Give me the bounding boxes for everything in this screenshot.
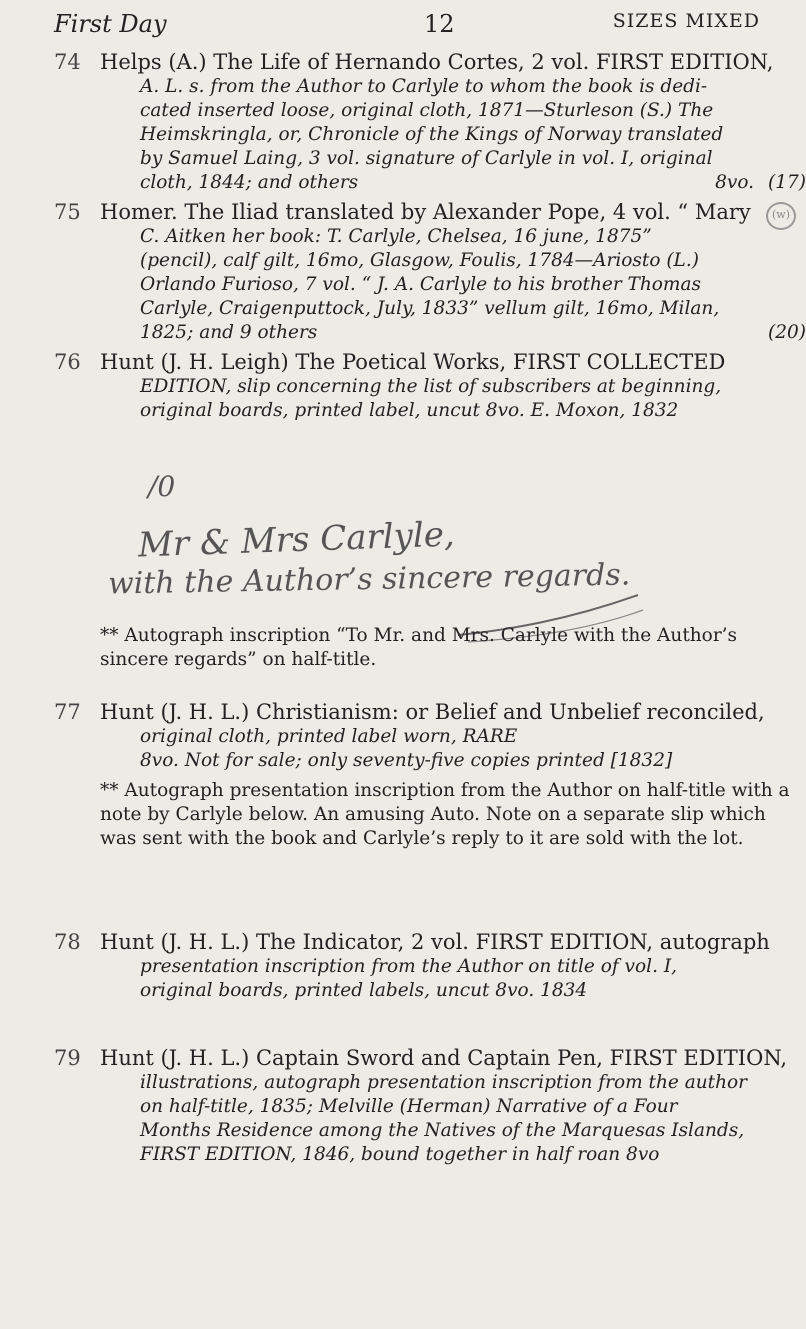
- lot-line: on half-title, 1835; Melville (Herman) Narrative of a Four: [140, 1096, 678, 1117]
- lot-line: cated inserted loose, original cloth, 1871—Sturleson (S.) The: [140, 100, 714, 121]
- lot-heading: Hunt (J. H. L.) Christianism: or Belief and Unbelief reconciled,: [100, 700, 765, 724]
- header-section: SIZES MIXED: [612, 10, 760, 32]
- header-title: First Day: [54, 10, 167, 38]
- library-stamp: (w): [766, 202, 796, 230]
- lot-number: 75: [54, 200, 81, 224]
- lot-line: 8vo. Not for sale; only seventy-five copies printed [1832]: [140, 750, 673, 771]
- lot-line: original boards, printed label, uncut 8vo. E. Moxon, 1832: [140, 400, 679, 421]
- page-header: [54, 10, 760, 50]
- lot-line: original cloth, printed label worn, RARE: [140, 726, 518, 747]
- margin-mark: /0: [148, 470, 176, 503]
- inscription-line: with the Author’s sincere regards.: [107, 557, 631, 602]
- lot-line: Carlyle, Craigenputtock, July, 1833” vellum gilt, 16mo, Milan,: [140, 298, 720, 319]
- lot-line: Heimskringla, or, Chronicle of the Kings of Norway translated: [140, 124, 724, 145]
- lot-line: EDITION, slip concerning the list of subscribers at beginning,: [140, 376, 722, 397]
- lot-line: [100, 171, 806, 195]
- lot-line-text: 1825; and 9 others: [140, 322, 318, 343]
- lot-number: 76: [54, 350, 81, 374]
- lot-number: 74: [54, 50, 81, 74]
- lot-heading: Hunt (J. H. Leigh) The Poetical Works, FIRST COLLECTED: [100, 350, 726, 374]
- lot-heading: Hunt (J. H. L.) Captain Sword and Captain Pen, FIRST EDITION,: [100, 1046, 788, 1070]
- lot-line: Months Residence among the Natives of the Marquesas Islands,: [140, 1120, 745, 1141]
- page-number: 12: [424, 10, 455, 38]
- lot-line: Orlando Furioso, 7 vol. “ J. A. Carlyle to his brother Thomas: [140, 274, 701, 295]
- lot-count: (20): [768, 322, 806, 343]
- lot-count: (17): [768, 172, 806, 193]
- lot-note: ** Autograph presentation inscription from the Author on half-title with a note by Carlyle below. An amusing Auto. Note on a separate slip which was sent with the book and Carlyle’s reply to it are sold with the lot.: [100, 780, 790, 849]
- lot-line: original boards, printed labels, uncut 8vo. 1834: [140, 980, 588, 1001]
- lot-line: [100, 321, 806, 345]
- lot-number: 78: [54, 930, 81, 954]
- lot-line: A. L. s. from the Author to Carlyle to whom the book is dedi-: [140, 76, 708, 97]
- lot-line: FIRST EDITION, 1846, bound together in half roan 8vo: [140, 1144, 660, 1165]
- lot-line: C. Aitken her book: T. Carlyle, Chelsea, 16 june, 1875”: [140, 226, 652, 247]
- lot-line: presentation inscription from the Author on title of vol. I,: [140, 956, 678, 977]
- lot-line: by Samuel Laing, 3 vol. signature of Carlyle in vol. I, original: [140, 148, 713, 169]
- lot-heading: Homer. The Iliad translated by Alexander Pope, 4 vol. “ Mary: [100, 200, 751, 224]
- lot-note: ** Autograph inscription “To Mr. and Mrs. Carlyle with the Author’s sincere regards” on half-title.: [100, 625, 738, 670]
- autograph-inscription: [108, 490, 668, 600]
- inscription-line: Mr & Mrs Carlyle,: [137, 514, 456, 566]
- lot-line: (pencil), calf gilt, 16mo, Glasgow, Foulis, 1784—Ariosto (L.): [140, 250, 699, 271]
- lot-number: 77: [54, 700, 81, 724]
- lot-number: 79: [54, 1046, 81, 1070]
- lot-line-text: cloth, 1844; and others: [140, 172, 359, 193]
- lot-heading: Hunt (J. H. L.) The Indicator, 2 vol. FIRST EDITION, autograph: [100, 930, 770, 954]
- lot-format: 8vo.: [715, 172, 755, 193]
- lot-heading: Helps (A.) The Life of Hernando Cortes, 2 vol. FIRST EDITION,: [100, 50, 774, 74]
- lot-line: illustrations, autograph presentation inscription from the author: [140, 1072, 748, 1093]
